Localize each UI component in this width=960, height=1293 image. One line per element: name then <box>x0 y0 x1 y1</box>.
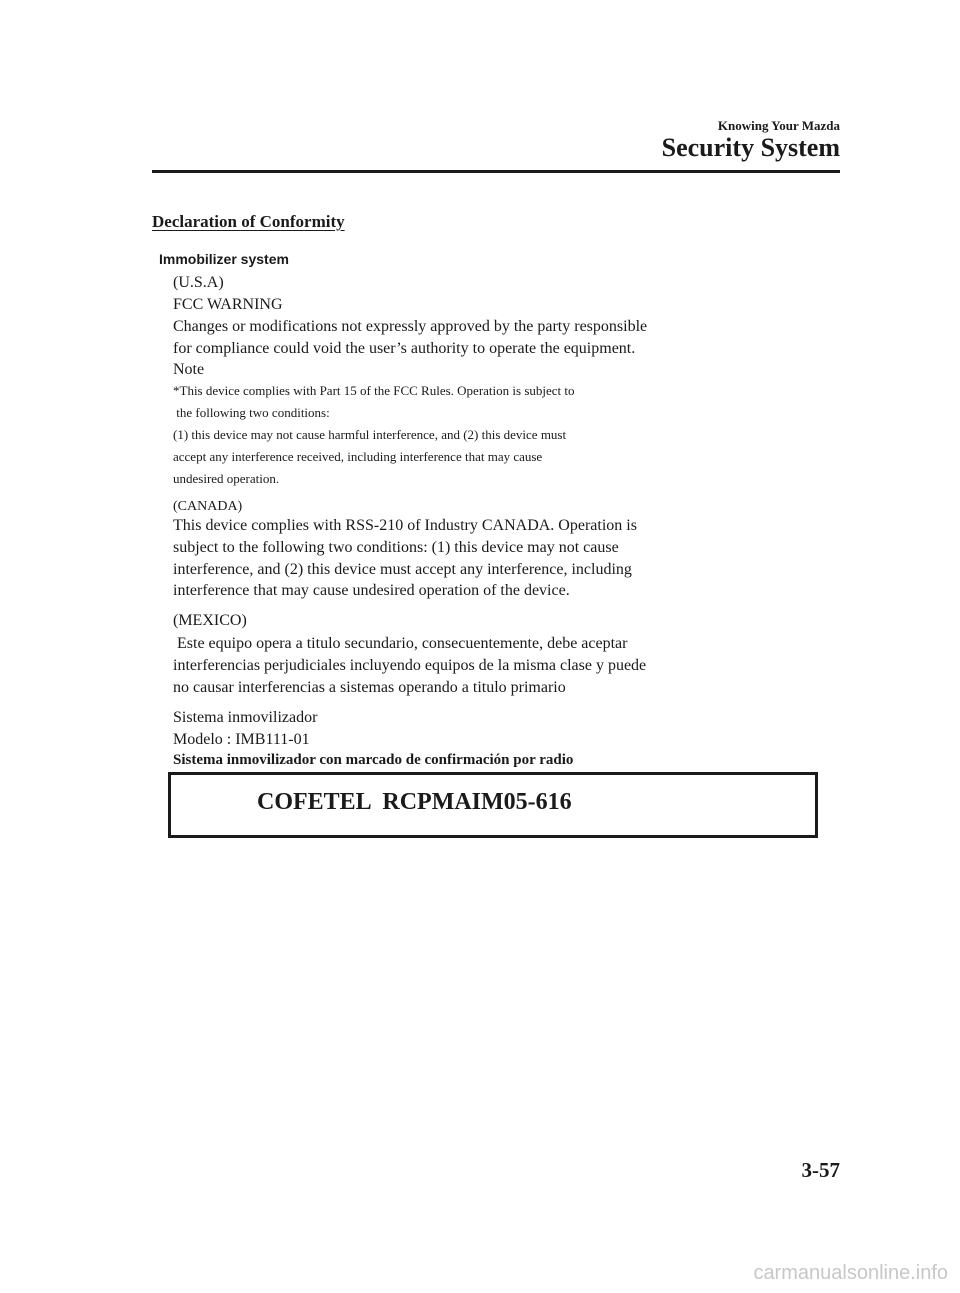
mexico-line: no causar interferencias a sistemas operando a titulo primario <box>173 679 566 696</box>
canada-line: subject to the following two conditions: (1) this device may not cause <box>173 539 619 556</box>
canada-line: interference, and (2) this device must accept any interference, including <box>173 561 632 578</box>
cofetel-code: COFETEL RCPMAIM05-616 <box>257 789 572 815</box>
fcc-note-line: (1) this device may not cause harmful interference, and (2) this device must <box>173 427 567 442</box>
radio-marking-note: Sistema inmovilizador con marcado de confirmación por radio <box>173 752 574 768</box>
watermark-text: carmanualsonline.info <box>753 1262 948 1284</box>
section-title: Security System <box>661 133 840 162</box>
page-number: 3-57 <box>801 1158 840 1182</box>
mexico-region-label: (MEXICO) <box>173 612 247 629</box>
fcc-note-line: accept any interference received, including interference that may cause <box>173 449 543 464</box>
fcc-note-line: *This device complies with Part 15 of the FCC Rules. Operation is subject to <box>173 383 575 398</box>
mexico-line: Este equipo opera a titulo secundario, consecuentemente, debe aceptar <box>173 635 628 652</box>
header-divider <box>152 170 840 173</box>
fcc-note-line: the following two conditions: <box>173 405 330 420</box>
fcc-note-line: undesired operation. <box>173 471 280 486</box>
immobilizer-system-name: Sistema inmovilizador <box>173 709 318 726</box>
mexico-line: interferencias perjudiciales incluyendo equipos de la misma clase y puede <box>173 657 647 674</box>
canada-line: interference that may cause undesired operation of the device. <box>173 582 570 599</box>
fcc-warning-line: Changes or modifications not expressly approved by the party responsible <box>173 318 648 335</box>
declaration-heading: Declaration of Conformity <box>152 212 345 231</box>
fcc-warning-line: for compliance could void the user’s authority to operate the equipment. <box>173 340 636 357</box>
canada-region-label: (CANADA) <box>173 499 243 514</box>
chapter-title: Knowing Your Mazda <box>717 118 840 133</box>
note-label: Note <box>173 361 205 378</box>
canada-line: This device complies with RSS-210 of Industry CANADA. Operation is <box>173 517 637 534</box>
usa-region-label: (U.S.A) <box>173 274 224 291</box>
model-number: Modelo : IMB111-01 <box>173 731 310 748</box>
fcc-warning-title: FCC WARNING <box>173 296 283 313</box>
immobilizer-label: Immobilizer system <box>159 251 289 267</box>
cofetel-certification-box <box>168 772 818 838</box>
